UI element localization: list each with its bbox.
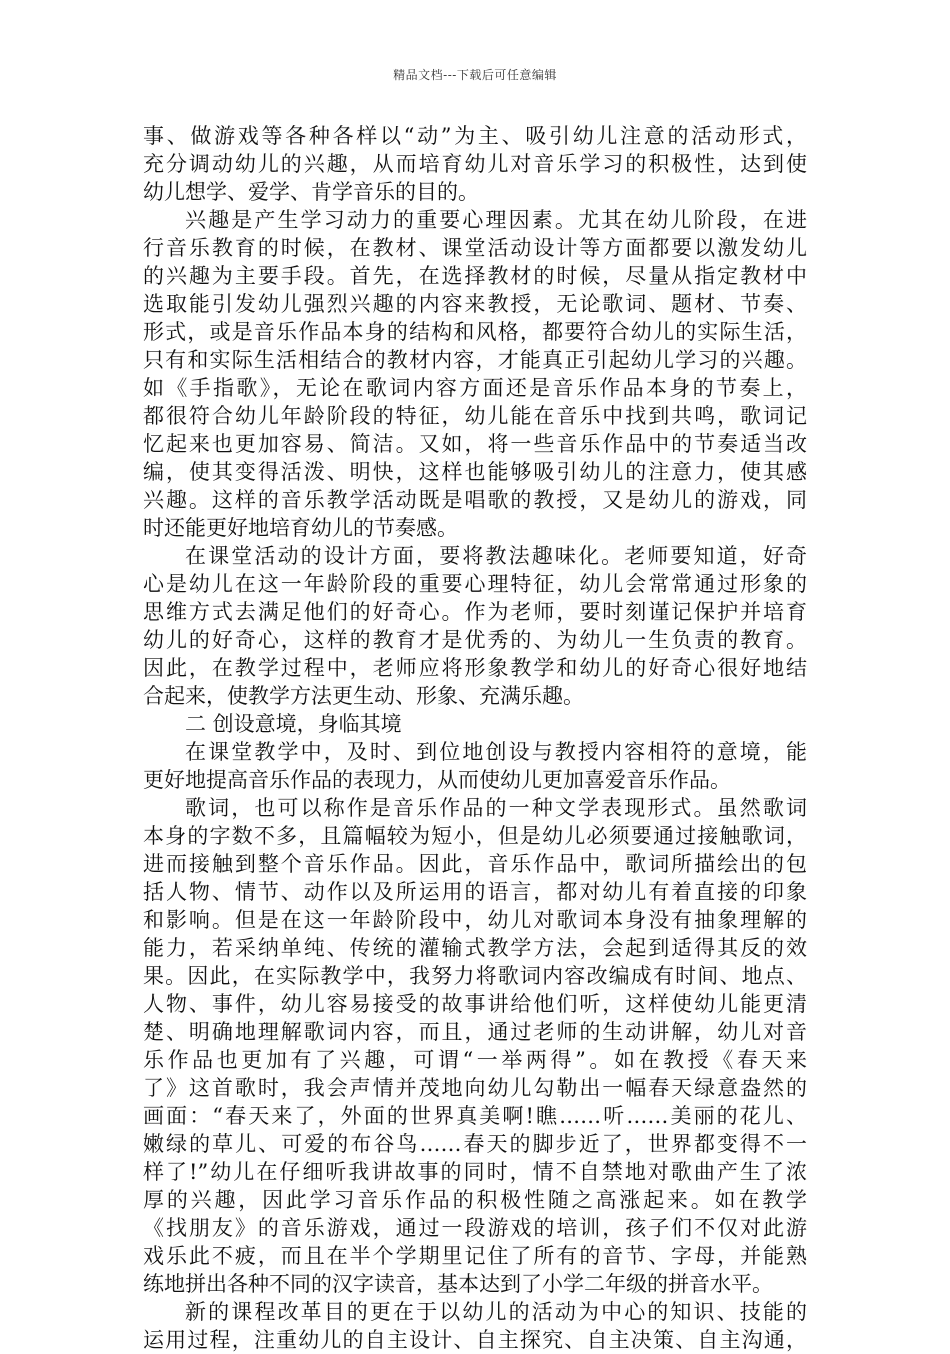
text-line: 编，使其变得活泼、明快，这样也能够吸引幼儿的注意力，使其感: [143, 460, 807, 484]
text-line: 了》这首歌时，我会声情并茂地向幼儿勾勒出一幅春天绿意盎然的: [143, 1076, 807, 1100]
text-line: 时还能更好地培育幼儿的节奏感。: [143, 516, 458, 540]
text-line: 更好地提高音乐作品的表现力，从而使幼儿更加喜爱音乐作品。: [143, 768, 731, 792]
text-line: 样了!”幼儿在仔细听我讲故事的同时，情不自禁地对歌曲产生了浓: [143, 1160, 807, 1184]
text-line: 形式，或是音乐作品本身的结构和风格，都要符合幼儿的实际生活，: [143, 320, 807, 344]
text-line: 在课堂活动的设计方面，要将教法趣味化。老师要知道，好奇: [185, 544, 807, 568]
text-line: 楚、明确地理解歌词内容，而且，通过老师的生动讲解，幼儿对音: [143, 1020, 807, 1044]
text-line: 练地拼出各种不同的汉字读音，基本达到了小学二年级的拼音水平。: [143, 1272, 773, 1296]
text-line: 在课堂教学中，及时、到位地创设与教授内容相符的意境，能: [185, 740, 807, 764]
text-line: 兴趣是产生学习动力的重要心理因素。尤其在幼儿阶段，在进: [185, 208, 807, 232]
text-line: 因此，在教学过程中，老师应将形象教学和幼儿的好奇心很好地结: [143, 656, 807, 680]
text-line: 行音乐教育的时候，在教材、课堂活动设计等方面都要以激发幼儿: [143, 236, 807, 260]
text-line: 忆起来也更加容易、简洁。又如，将一些音乐作品中的节奏适当改: [143, 432, 807, 456]
text-line: 乐作品也更加有了兴趣，可谓“一举两得”。如在教授《春天来: [143, 1048, 807, 1072]
text-line: 的兴趣为主要手段。首先，在选择教材的时候，尽量从指定教材中: [143, 264, 807, 288]
text-line: 括人物、情节、动作以及所运用的语言，都对幼儿有着直接的印象: [143, 880, 807, 904]
text-line: 画面：“春天来了，外面的世界真美啊!瞧……听……美丽的花儿、: [143, 1104, 807, 1128]
text-line: 戏乐此不疲，而且在半个学期里记住了所有的音节、字母，并能熟: [143, 1244, 807, 1268]
text-line: 二 创设意境，身临其境: [185, 712, 402, 736]
text-line: 厚的兴趣，因此学习音乐作品的积极性随之高涨起来。如在教学: [143, 1188, 807, 1212]
text-line: 只有和实际生活相结合的教材内容，才能真正引起幼儿学习的兴趣。: [143, 348, 807, 372]
page-header: 精品文档---下载后可任意编辑: [393, 68, 557, 82]
text-line: 如《手指歌》，无论在歌词内容方面还是音乐作品本身的节奏上，: [143, 376, 807, 400]
text-line: 运用过程，注重幼儿的自主设计、自主探究、自主决策、自主沟通，: [143, 1328, 807, 1352]
text-line: 歌词，也可以称作是音乐作品的一种文学表现形式。虽然歌词: [185, 796, 807, 820]
text-line: 充分调动幼儿的兴趣，从而培育幼儿对音乐学习的积极性，达到使: [143, 152, 807, 176]
text-line: 进而接触到整个音乐作品。因此，音乐作品中，歌词所描绘出的包: [143, 852, 807, 876]
text-line: 嫩绿的草儿、可爱的布谷鸟……春天的脚步近了，世界都变得不一: [143, 1132, 807, 1156]
text-line: 选取能引发幼儿强烈兴趣的内容来教授，无论歌词、题材、节奏、: [143, 292, 807, 316]
text-line: 幼儿的好奇心，这样的教育才是优秀的、为幼儿一生负责的教育。: [143, 628, 807, 652]
text-line: 合起来，使教学方法更生动、形象、充满乐趣。: [143, 684, 584, 708]
text-line: 兴趣。这样的音乐教学活动既是唱歌的教授，又是幼儿的游戏，同: [143, 488, 807, 512]
document-body: [143, 122, 807, 1354]
text-line: 事、做游戏等各种各样以“动”为主、吸引幼儿注意的活动形式，: [143, 124, 807, 148]
text-line: 和影响。但是在这一年龄阶段中，幼儿对歌词本身没有抽象理解的: [143, 908, 807, 932]
text-line: 心是幼儿在这一年龄阶段的重要心理特征，幼儿会常常通过形象的: [143, 572, 807, 596]
text-line: 幼儿想学、爱学、肯学音乐的目的。: [143, 180, 479, 204]
text-line: 果。因此，在实际教学中，我努力将歌词内容改编成有时间、地点、: [143, 964, 807, 988]
text-line: 新的课程改革目的更在于以幼儿的活动为中心的知识、技能的: [185, 1300, 807, 1324]
text-line: 思维方式去满足他们的好奇心。作为老师，要时刻谨记保护并培育: [143, 600, 807, 624]
text-line: 都很符合幼儿年龄阶段的特征，幼儿能在音乐中找到共鸣，歌词记: [143, 404, 807, 428]
text-line: 人物、事件，幼儿容易接受的故事讲给他们听，这样使幼儿能更清: [143, 992, 807, 1016]
text-line: 本身的字数不多，且篇幅较为短小，但是幼儿必须要通过接触歌词，: [143, 824, 807, 848]
text-line: 《找朋友》的音乐游戏，通过一段游戏的培训，孩子们不仅对此游: [143, 1216, 807, 1240]
text-line: 能力，若采纳单纯、传统的灌输式教学方法，会起到适得其反的效: [143, 936, 807, 960]
